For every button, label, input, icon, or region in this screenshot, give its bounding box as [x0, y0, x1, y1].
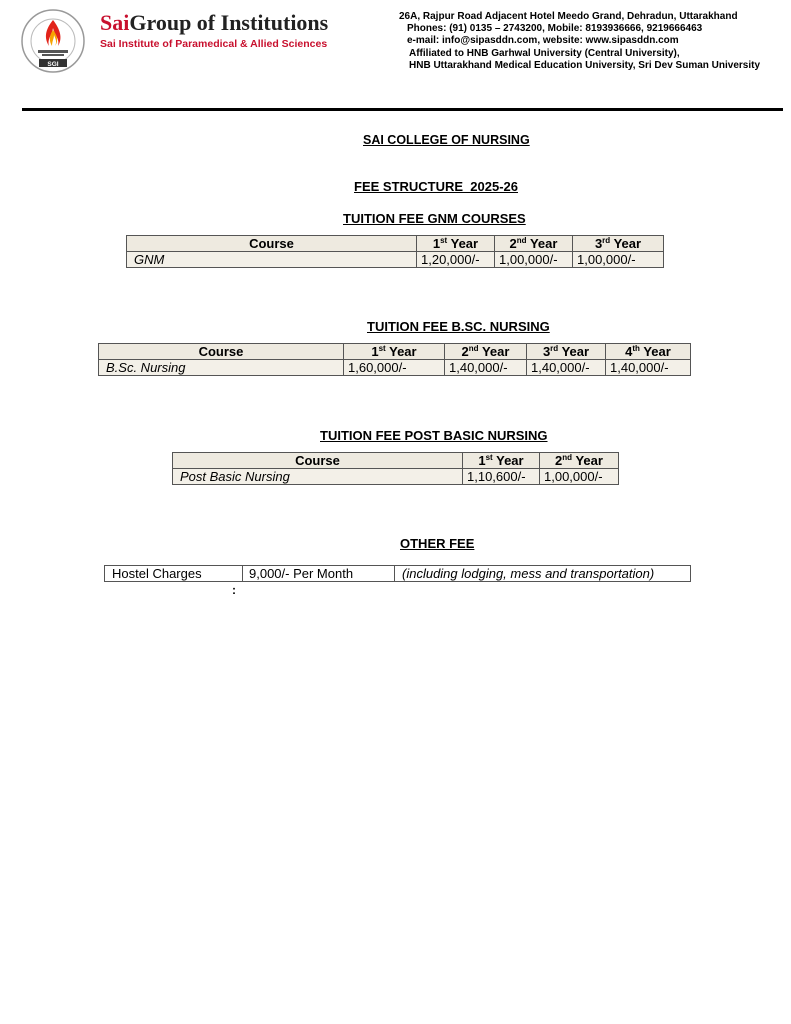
hostel-label-cell: Hostel Charges [105, 566, 243, 582]
table-header-row [127, 236, 664, 252]
course-header: Course [99, 344, 344, 360]
fee-cell: 1,40,000/- [527, 360, 606, 376]
fee-cell: 1,40,000/- [606, 360, 691, 376]
fee-cell: 1,20,000/- [417, 252, 495, 268]
address-line: 26A, Rajpur Road Adjacent Hotel Meedo Grand, Dehradun, Uttarakhand [399, 11, 738, 22]
hostel-note-cell: (including lodging, mess and transportation) [395, 566, 691, 582]
year-header: 3rd Year [573, 236, 664, 252]
course-cell: B.Sc. Nursing [99, 360, 344, 376]
institution-logo [14, 8, 92, 74]
other-fee-heading: OTHER FEE [400, 536, 475, 551]
brand-title-rest: Group of Institutions [129, 10, 329, 35]
fee-cell: 1,60,000/- [344, 360, 445, 376]
pbn-fee-table [172, 452, 619, 485]
affiliation-line: Affiliated to HNB Garhwal University (Central University), [409, 47, 680, 59]
email-line: e-mail: info@sipasddn.com, website: www.sipasddn.com [407, 35, 679, 47]
table-header-row [99, 344, 691, 360]
address-block [399, 11, 760, 72]
college-name: SAI COLLEGE OF NURSING [363, 133, 530, 147]
gnm-heading: TUITION FEE GNM COURSES [343, 211, 526, 226]
fee-cell: 1,00,000/- [540, 469, 619, 485]
fee-cell: 1,40,000/- [445, 360, 527, 376]
course-cell: Post Basic Nursing [173, 469, 463, 485]
gnm-fee-table [126, 235, 664, 268]
affiliation-line: HNB Uttarakhand Medical Education University, Sri Dev Suman University [409, 59, 761, 71]
table-row [127, 252, 664, 268]
year-header: 3rd Year [527, 344, 606, 360]
pbn-heading: TUITION FEE POST BASIC NURSING [320, 428, 548, 443]
logo-text: SGI [47, 61, 59, 68]
year-header: 2nd Year [495, 236, 573, 252]
year-header: 4th Year [606, 344, 691, 360]
stray-colon: : [232, 583, 236, 597]
other-fee-table [104, 565, 691, 582]
year-header: 2nd Year [445, 344, 527, 360]
table-header-row [173, 453, 619, 469]
hostel-amount-cell: 9,000/- Per Month [243, 566, 395, 582]
brand-block [100, 10, 328, 50]
table-row [99, 360, 691, 376]
brand-title-sai: Sai [100, 10, 130, 35]
table-row [173, 469, 619, 485]
course-cell: GNM [127, 252, 417, 268]
fee-cell: 1,10,600/- [463, 469, 540, 485]
bsc-fee-table [98, 343, 691, 376]
brand-subtitle: Sai Institute of Paramedical & Allied Sciences [100, 38, 328, 50]
year-header: 1st Year [417, 236, 495, 252]
course-header: Course [127, 236, 417, 252]
year-header: 1st Year [344, 344, 445, 360]
fee-cell: 1,00,000/- [573, 252, 664, 268]
fee-structure-title: FEE STRUCTURE 2025-26 [354, 179, 518, 194]
table-row [105, 566, 691, 582]
course-header: Course [173, 453, 463, 469]
year-header: 1st Year [463, 453, 540, 469]
year-header: 2nd Year [540, 453, 619, 469]
phone-line: Phones: (91) 0135 – 2743200, Mobile: 8193936666, 9219666463 [407, 23, 703, 35]
header-divider [22, 108, 783, 111]
brand-title [100, 10, 328, 36]
fee-cell: 1,00,000/- [495, 252, 573, 268]
bsc-heading: TUITION FEE B.SC. NURSING [367, 319, 550, 334]
